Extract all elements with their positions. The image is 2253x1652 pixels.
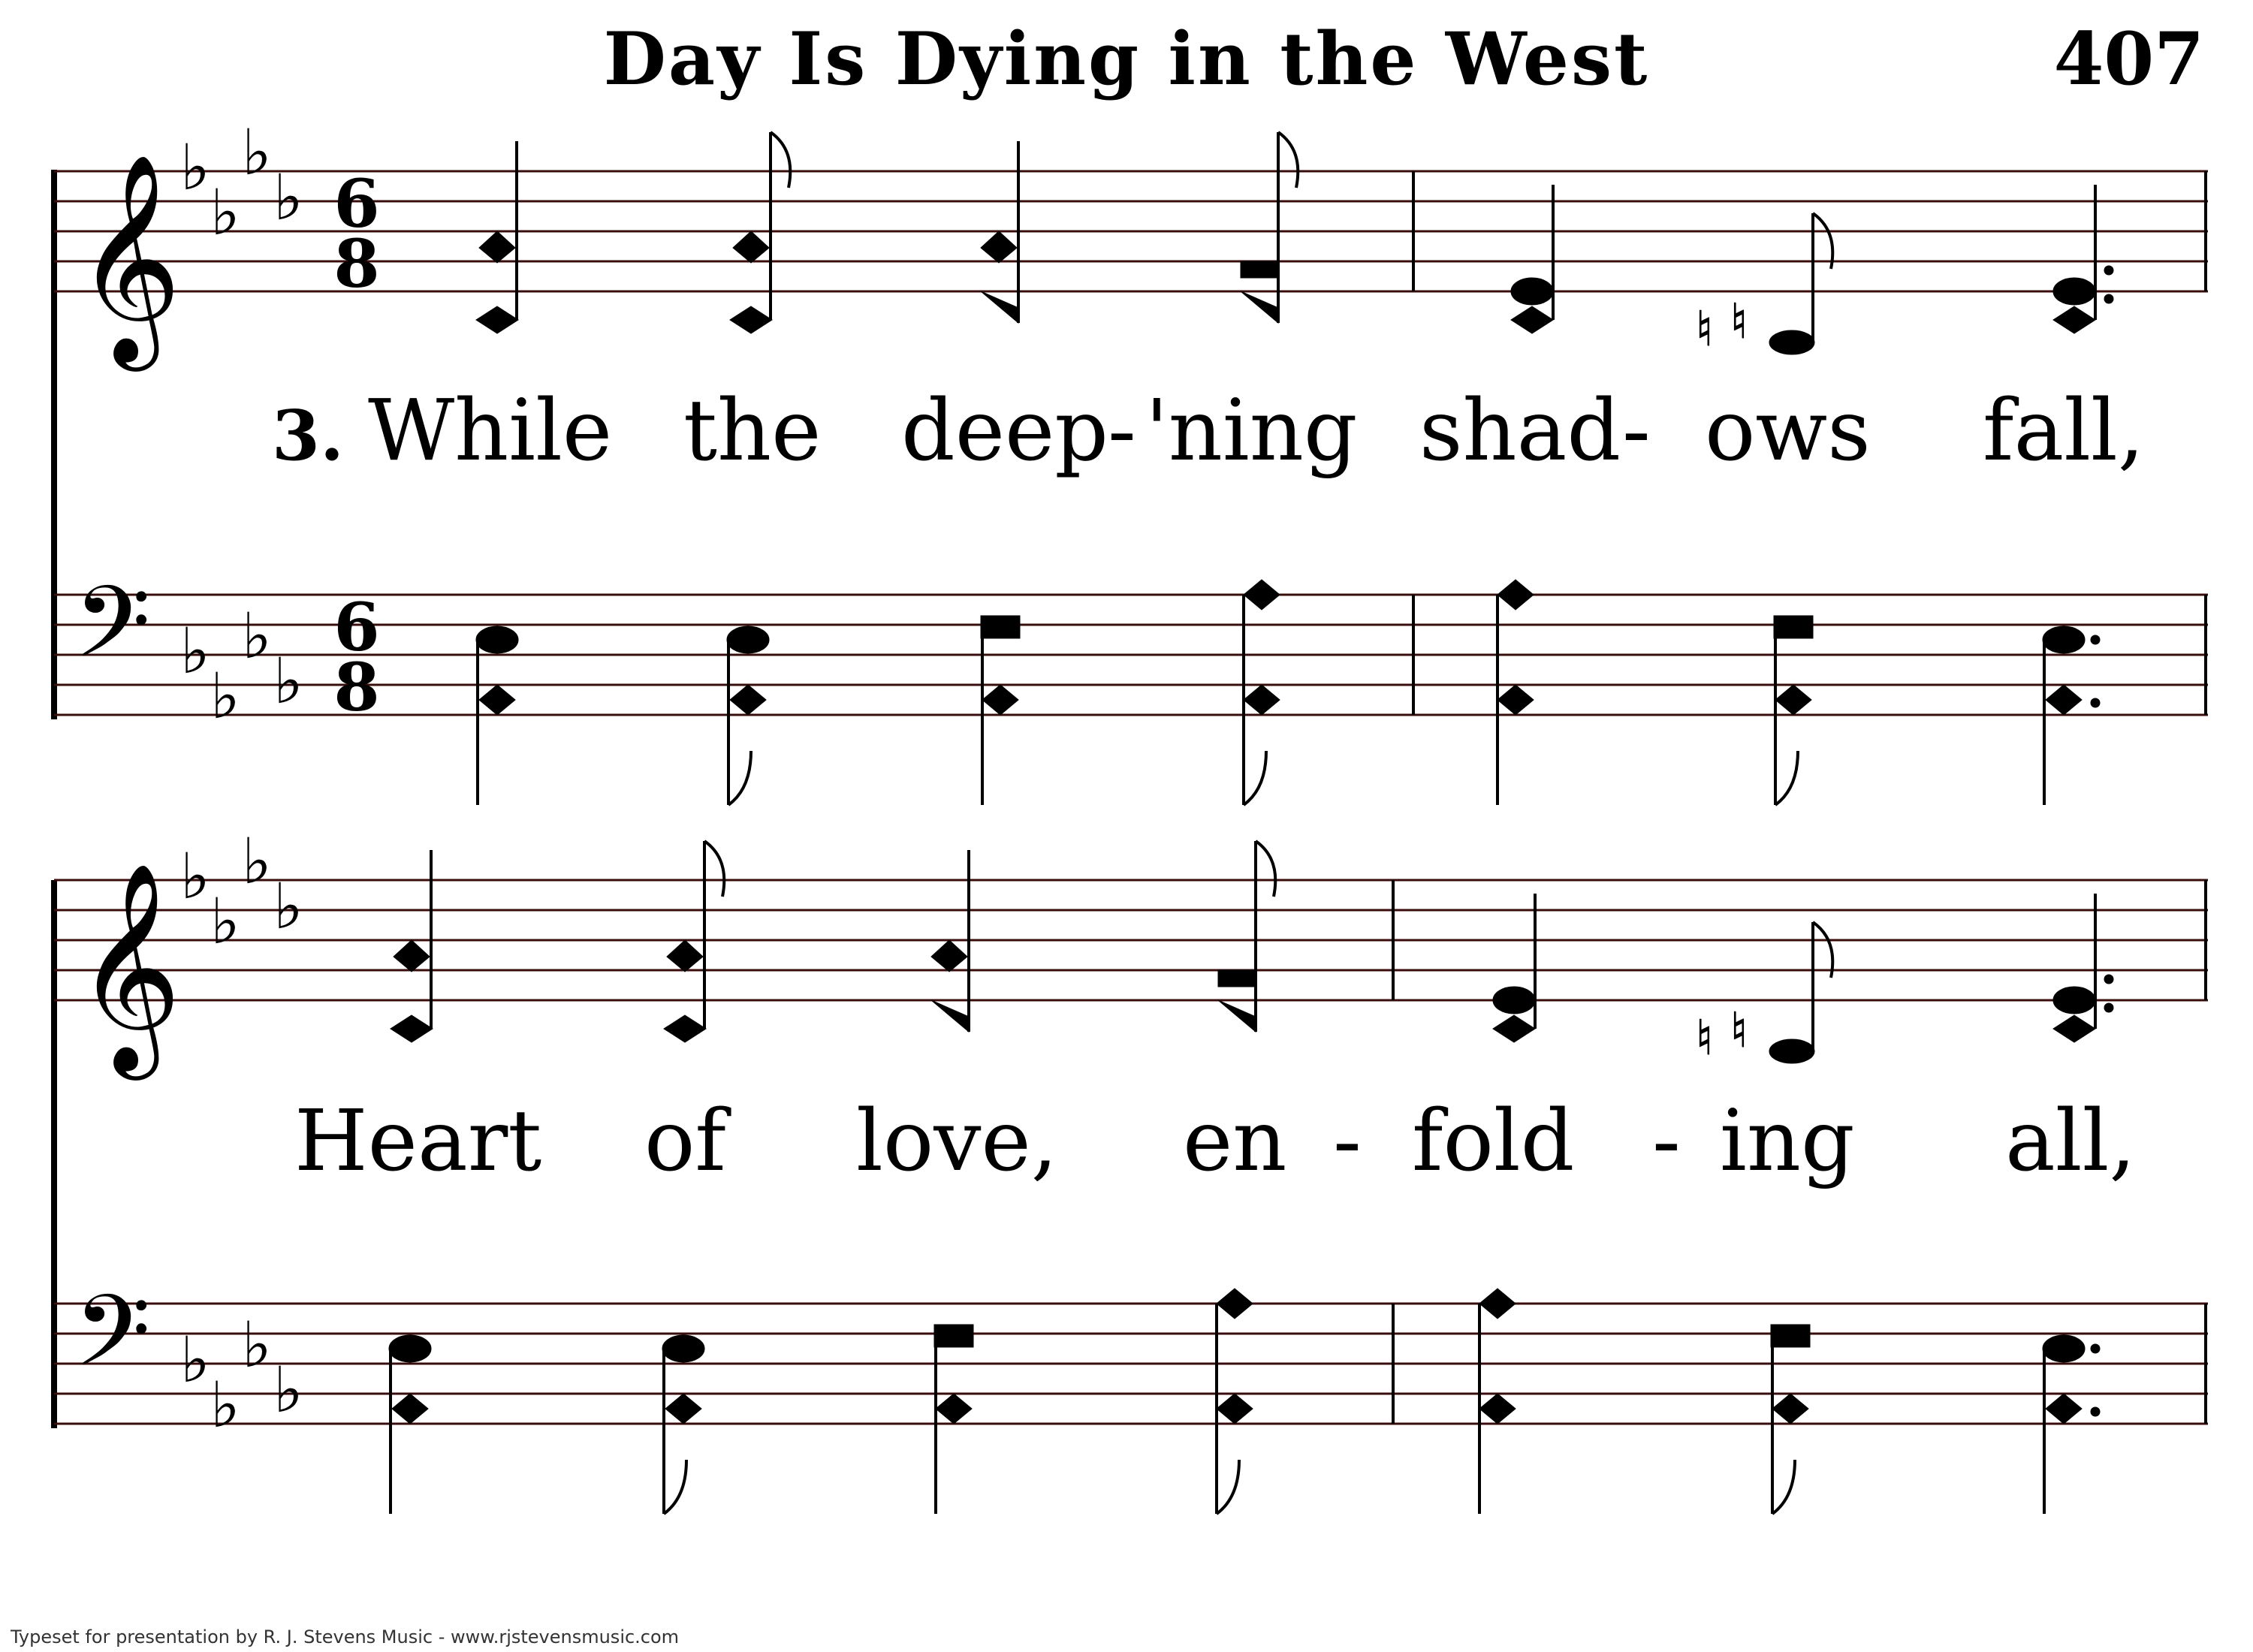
treble-clef-icon: 𝄞 [75,861,182,1071]
flat-icon: ♭ [210,659,240,733]
note [1217,1289,1253,1514]
note [1774,616,1813,805]
flat-icon: ♭ [273,1353,303,1427]
lyrics-line-2 [294,1093,2136,1190]
flat-icon: ♭ [273,644,303,718]
lyric-hyphen: - [1333,1093,1362,1190]
treble-staff [54,116,2208,372]
flat-icon: ♭ [210,176,240,249]
lyric-syllable: the [683,382,822,480]
system-2 [54,824,2208,1514]
lyric-syllable: fold [1412,1093,1575,1190]
natural-icon: ♮ [1696,1011,1713,1066]
note [1244,580,1280,805]
note [1479,1289,1516,1514]
note [1696,213,1832,357]
time-signature-top: 6 [333,588,380,666]
flat-icon: ♭ [180,1323,210,1397]
system-1 [54,116,2208,805]
lyric-syllable: deep [901,382,1108,480]
natural-icon: ♮ [1696,302,1713,357]
lyric-syllable: of [644,1093,726,1190]
flat-icon: ♭ [210,885,240,958]
bass-notes [389,1289,2100,1514]
bass-clef-icon: 𝄢 [74,564,151,704]
key-signature [180,116,303,249]
lyric-syllable: love, [856,1093,1058,1190]
flat-icon: ♭ [180,131,210,204]
lyric-syllable: ing [1720,1093,1855,1190]
flat-icon: ♭ [273,870,303,943]
flat-icon: ♭ [273,161,303,234]
hymn-title: Day Is Dying in the West [603,17,1650,101]
flat-icon: ♭ [242,116,272,189]
lyric-hyphen: - [1622,382,1651,480]
natural-icon: ♮ [1730,294,1748,350]
staff-lines [54,1304,2208,1424]
lyric-syllable: 'ning [1145,382,1358,480]
bass-staff [54,564,2208,805]
lyric-hyphen: - [1652,1093,1681,1190]
bass-clef-icon: 𝄢 [74,1273,151,1413]
natural-icon: ♮ [1730,1003,1748,1059]
bass-notes [476,580,2100,805]
flat-icon: ♭ [242,824,272,898]
flat-icon: ♭ [210,1368,240,1442]
note [1497,580,1534,805]
staff-lines [54,880,2208,1000]
bass-staff [54,1273,2208,1514]
key-signature [180,1308,303,1442]
time-signature [333,588,379,726]
time-signature-bottom: 8 [333,225,380,303]
treble-clef-icon: 𝄞 [75,152,182,362]
key-signature [180,599,303,733]
note [934,1325,973,1514]
treble-notes [391,841,2113,1066]
note [1218,841,1275,1032]
lyric-hyphen: - [1108,382,1136,480]
lyrics-line-1 [272,382,2144,480]
flat-icon: ♭ [242,599,272,673]
note [1241,132,1298,323]
note [2053,894,2113,1042]
treble-notes [476,132,2113,357]
key-signature [180,824,303,958]
note [2053,185,2113,333]
time-signature [333,164,379,303]
lyric-syllable: shad [1419,382,1621,480]
typesetter-credit: Typeset for presentation by R. J. Stevens Music - www.rjstevensmusic.com [11,1626,680,1647]
lyric-syllable: While [368,382,613,480]
note [476,141,518,333]
flat-icon: ♭ [242,1308,272,1382]
note [730,132,790,333]
flat-icon: ♭ [180,840,210,913]
lyric-syllable: Heart [294,1093,542,1190]
note [1771,1325,1810,1514]
lyric-syllable: ows [1705,382,1871,480]
note [981,616,1020,805]
lyric-syllable: fall, [1983,382,2145,480]
lyric-syllable: en [1183,1093,1287,1190]
time-signature-bottom: 8 [333,648,380,726]
hymn-number: 407 [2053,17,2204,101]
lyric-syllable: all, [2005,1093,2137,1190]
treble-staff [54,824,2208,1081]
note [1493,894,1535,1042]
note [1696,922,1832,1066]
flat-icon: ♭ [180,614,210,688]
time-signature-top: 6 [333,164,380,243]
note [664,841,724,1042]
note [1511,185,1553,333]
verse-number: 3. [272,395,345,476]
note [391,850,433,1042]
